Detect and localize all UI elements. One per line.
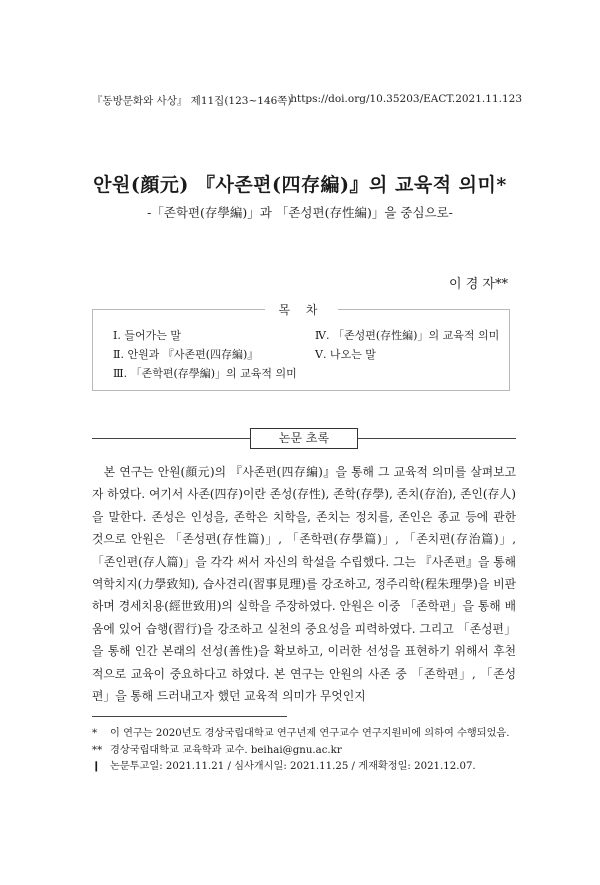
abstract-label: 논문 초록: [250, 428, 358, 449]
footnote-text: 논문투고일: 2021.11.21 / 심사개시일: 2021.11.25 / 게재확정일: 2021.12.07.: [110, 761, 476, 773]
toc-item: Ⅱ. 안원과 『사존편(四存編)』: [113, 348, 259, 361]
footnote-funding: [92, 726, 516, 743]
journal-citation: 『동방문화와 사상』 제11집(123~146쪽): [92, 95, 292, 107]
footnote-text: 이 연구는 2020년도 경상국립대학교 연구년제 연구교수 연구지원비에 의하여 수행되었음.: [110, 728, 510, 739]
toc-left-column: [113, 326, 297, 383]
author-name: 이 경 자**: [449, 277, 508, 292]
abstract-body: [92, 461, 516, 707]
footnote-dates: [92, 759, 516, 776]
doi-link[interactable]: https://doi.org/10.35203/EACT.2021.11.123: [290, 93, 522, 105]
toc-item: Ⅳ. 「존성편(存性編)」의 교육적 의미: [315, 329, 500, 342]
bar-icon: ❙: [92, 761, 101, 773]
footnote-divider: [92, 716, 287, 717]
toc-item: Ⅴ. 나오는 말: [315, 348, 376, 361]
toc-right-column: [315, 326, 499, 364]
paper-title: 안원(顔元) 『사존편(四存編)』의 교육적 의미*: [93, 174, 507, 196]
footnote-affiliation: [92, 743, 516, 760]
footnote-text: 경상국립대학교 교육학과 교수. beihai@gnu.ac.kr: [110, 744, 342, 756]
paper-subtitle: -「존학편(存學編)」과 「존성편(存性編)」을 중심으로-: [147, 205, 453, 220]
footnote-mark: **: [92, 744, 103, 756]
abstract-paragraph: 본 연구는 안원(顔元)의 『사존편(四存編)』을 통해 그 교육적 의미를 살펴보고자 하였다. 여기서 사존(四存)이란 존성(存性), 존학(存學), 존치(存治), 존인(存人)을 말한다. 존성은 인성을, 존학은 치학을, 존치는 정치를, 존인은 종교 등에 관한 것으로 안원은 「존성편(存性篇)」, 「존학편(存學篇)」, 「존치편(存治篇)」, 「존인편(存人篇)」을 각각 써서 자신의 학설을 수립했다. 그는 『사존편』을 통해 역학치지(力學致知), 습사견리(習事見理)를 강조하고, 정주리학(程朱理學)을 비판하며 경세치용(經世致用)의 실학을 주장하였다. 안원은 이중 「존학편」을 통해 배움에 있어 습행(習行)을 강조하고 실천의 중요성을 피력하였다. 그리고 「존성편」을 통해 인간 본래의 선성(善性)을 확보하고, 이러한 선성을 표현하기 위해서 후천적으로 교육이 중요하다고 하였다. 본 연구는 안원의 사존 중 「존학편」, 「존성편」을 통해 드러내고자 했던 교육적 의미가 무엇인지: [92, 465, 516, 704]
toc-item: Ⅰ. 들어가는 말: [113, 329, 181, 342]
footnotes: [92, 726, 516, 776]
toc-item: Ⅲ. 「존학편(存學編)」의 교육적 의미: [113, 367, 297, 380]
abstract-heading: [92, 428, 516, 448]
footnote-mark: *: [92, 728, 98, 739]
table-of-contents: [92, 303, 510, 391]
toc-title: 목 차: [93, 301, 509, 318]
